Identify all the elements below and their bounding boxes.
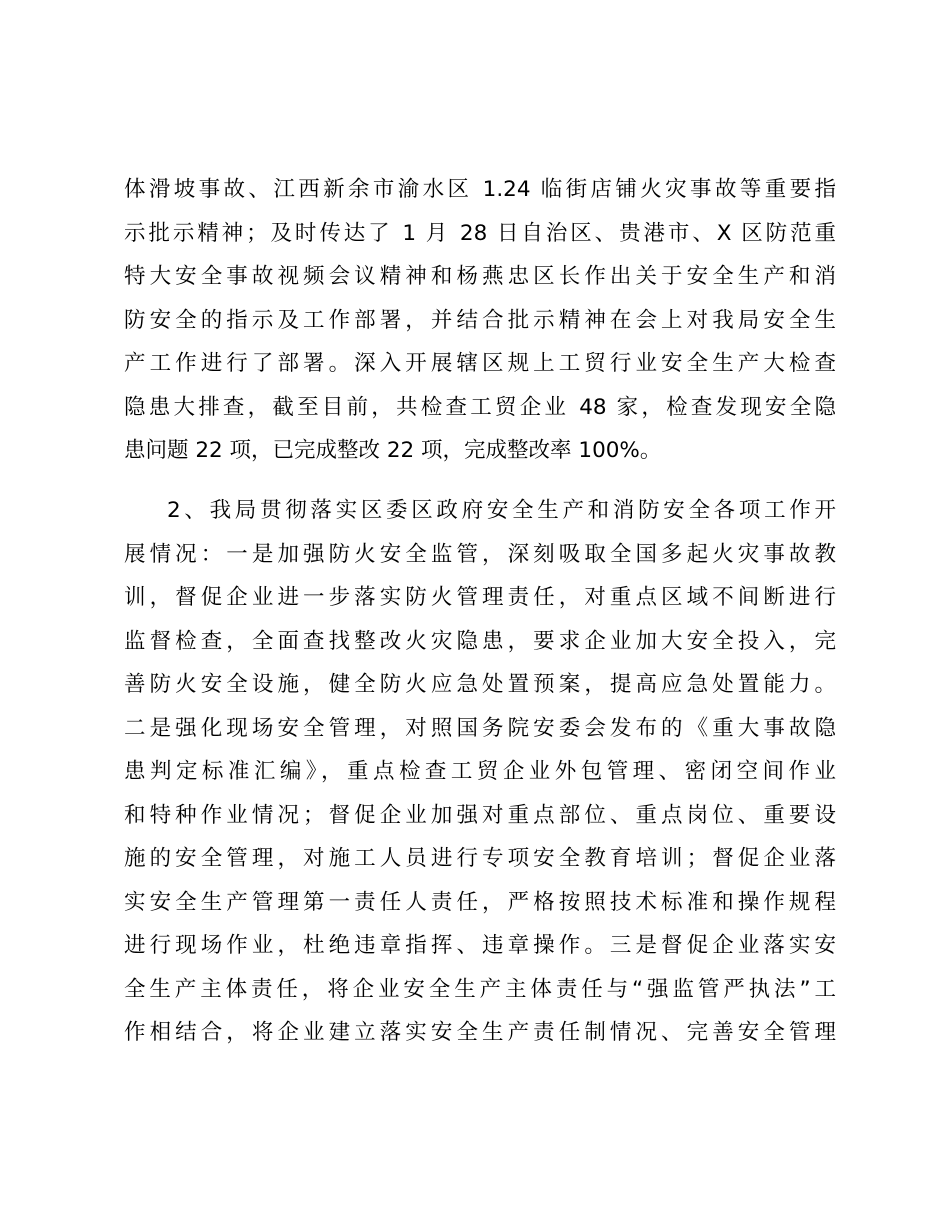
text-line: 训，督促企业进一步落实防火管理责任，对重点区域不间断进行: [124, 585, 836, 610]
text-line: 特大安全事故视频会议精神和杨燕忠区长作出关于安全生产和消: [124, 264, 836, 289]
text-line: 监督检查，全面查找整改火灾隐患，要求企业加大安全投入，完: [124, 628, 836, 654]
text-line: 进行现场作业，杜绝违章指挥、违章操作。三是督促企业落实安: [124, 933, 836, 958]
text-line: 作相结合，将企业建立落实安全生产责任制情况、完善安全管理: [124, 1020, 836, 1045]
text-line: 和特种作业情况；督促企业加强对重点部位、重点岗位、重要设: [124, 802, 836, 828]
text-line: 2、我局贯彻落实区委区政府安全生产和消防安全各项工作开: [167, 498, 836, 523]
text-line: 施的安全管理，对施工人员进行专项安全教育培训；督促企业落: [124, 846, 836, 871]
text-line: 善防火安全设施，健全防火应急处置预案，提高应急处置能力。: [124, 672, 836, 697]
text-line: 患判定标准汇编》，重点检查工贸企业外包管理、密闭空间作业: [124, 759, 836, 784]
paragraph-work-implementation: [124, 489, 836, 1055]
text-line: 实安全生产管理第一责任人责任，严格按照技术标准和操作规程: [124, 889, 836, 915]
text-line: 示批示精神；及时传达了 1 月 28 日自治区、贵港市、X 区防范重: [124, 220, 836, 246]
text-line: 展情况：一是加强防火安全监管，深刻吸取全国多起火灾事故教: [124, 541, 836, 567]
text-line: 产工作进行了部署。深入开展辖区规上工贸行业安全生产大检查: [124, 351, 836, 376]
text-line: 二是强化现场安全管理，对照国务院安委会发布的《重大事故隐: [124, 715, 836, 741]
text-line: 防安全的指示及工作部署，并结合批示精神在会上对我局安全生: [124, 307, 836, 333]
text-line: 全生产主体责任，将企业安全生产主体责任与“强监管严执法”工: [124, 976, 836, 1002]
paragraph-safety-inspection: [124, 168, 836, 473]
text-line: 体滑坡事故、江西新余市渝水区 1.24 临街店铺火灾事故等重要指: [124, 177, 836, 202]
text-line: 患问题 22 项，已完成整改 22 项，完成整改率 100%。: [124, 438, 662, 463]
text-line: 隐患大排查，截至目前，共检查工贸企业 48 家，检查发现安全隐: [124, 394, 836, 420]
